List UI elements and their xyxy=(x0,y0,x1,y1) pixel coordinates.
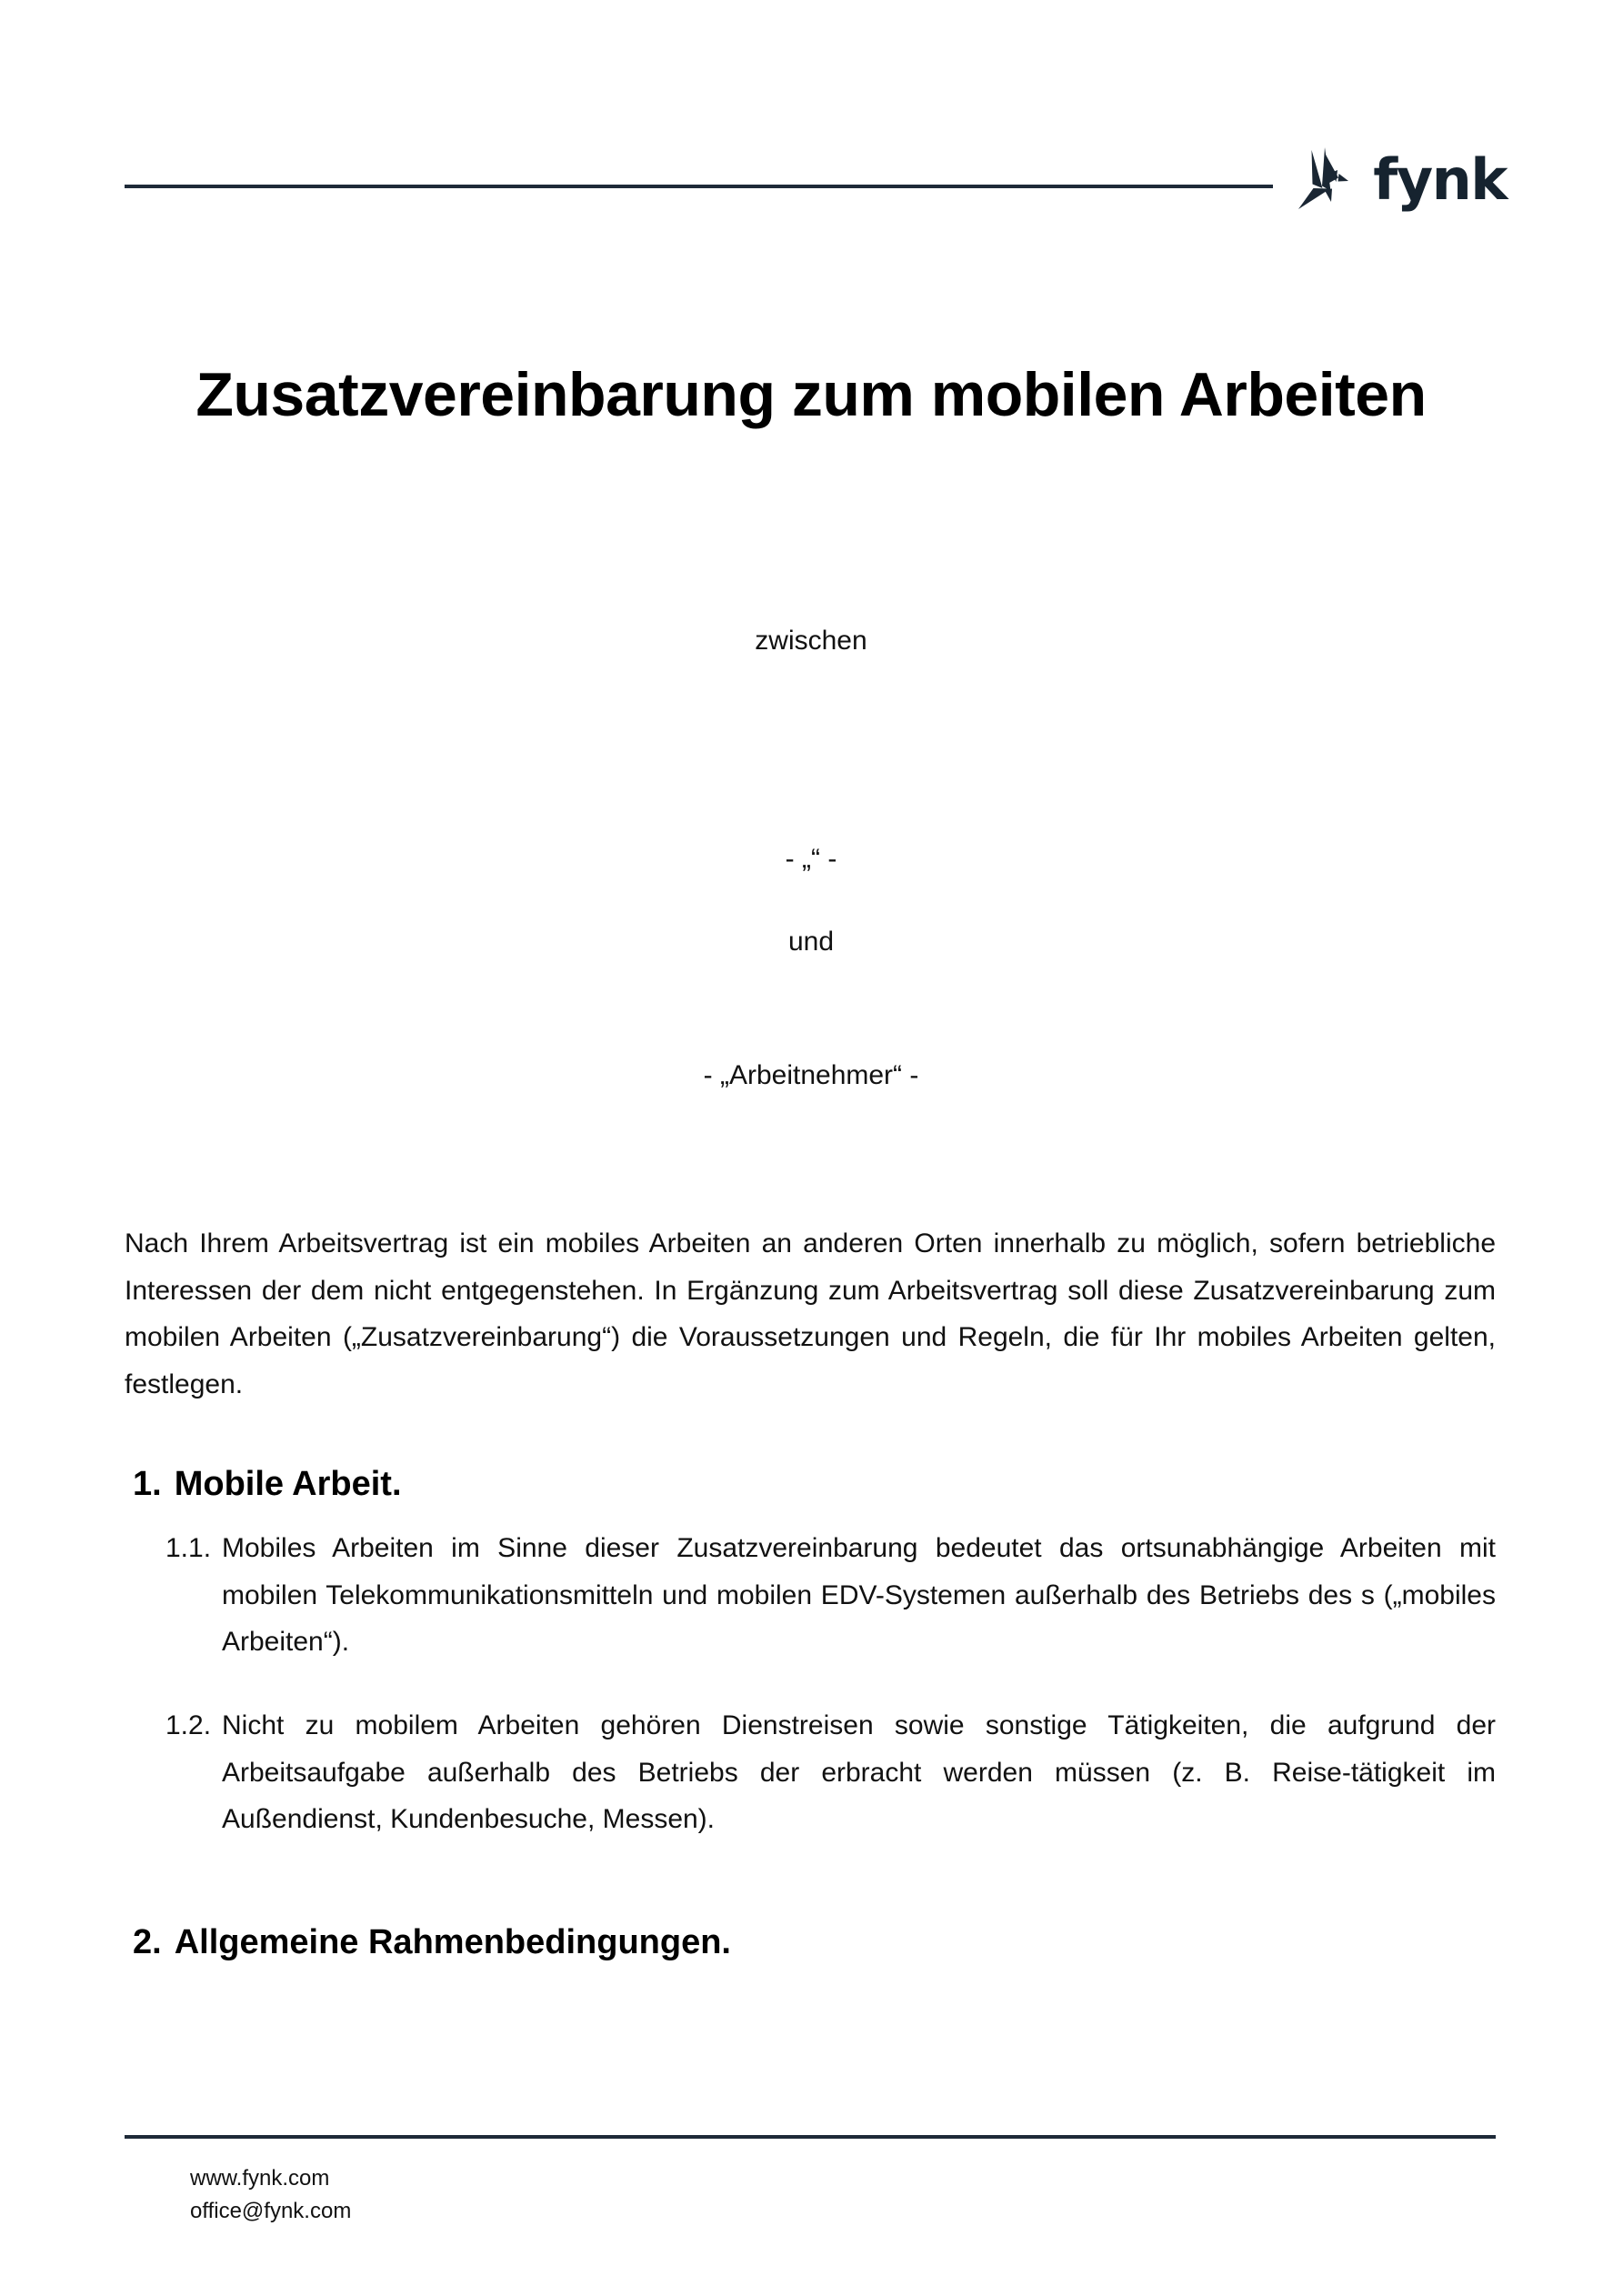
clause-1-2-text: Nicht zu mobilem Arbeiten gehören Dienstreisen sowie sonstige Tätigkeiten, die aufgrund der Arbeitsaufgabe außerhalb des Betriebs der erbracht werden müssen (z. B. Reise-tätigkeit im Außendienst, Kundenbesuche, Messen). xyxy=(222,1710,1496,1835)
clause-1-2-number: 1.2. xyxy=(165,1710,212,1740)
party-b-label: - „Arbeitnehmer“ - xyxy=(703,1060,919,1090)
footer-contact xyxy=(190,2162,351,2229)
between-label: zwischen xyxy=(755,626,867,656)
fynk-origami-bird-icon xyxy=(1295,145,1362,218)
section-2-heading xyxy=(133,1922,1497,1964)
section-1-heading xyxy=(133,1464,1497,1506)
clause-1-1-number: 1.1. xyxy=(165,1533,212,1563)
footer-website[interactable]: www.fynk.com xyxy=(190,2166,330,2191)
section-1-title: Mobile Arbeit. xyxy=(174,1464,402,1503)
clause-1-1-text: Mobiles Arbeiten im Sinne dieser Zusatzvereinbarung bedeutet das ortsunabhängige Arbeiten mit mobilen Telekommunikationsmitteln und mobilen EDV-Systemen außerhalb des Betriebs des s („mobiles Arbeiten“). xyxy=(222,1533,1496,1658)
footer-divider xyxy=(125,2135,1496,2139)
brand-wordmark: fynk xyxy=(1373,146,1507,213)
header-divider xyxy=(125,185,1273,188)
clause-1-2 xyxy=(165,1702,1496,1843)
section-2-number: 2. xyxy=(133,1922,162,1961)
party-a-placeholder: - „“ - xyxy=(785,844,837,874)
clause-1-1 xyxy=(165,1525,1496,1666)
and-label: und xyxy=(787,927,835,957)
brand-logo xyxy=(1295,145,1507,218)
document-title: Zusatzvereinbarung zum mobilen Arbeiten xyxy=(195,359,1427,429)
section-2-title: Allgemeine Rahmenbedingungen. xyxy=(174,1922,731,1961)
intro-paragraph: Nach Ihrem Arbeitsvertrag ist ein mobiles Arbeiten an anderen Orten innerhalb zu möglich, sofern betriebliche Interessen der dem nicht entgegenstehen. In Ergänzung zum Arbeitsvertrag soll diese Zusatzvereinbarung zum mobilen Arbeiten („Zusatzvereinbarung“) die Voraussetzungen und Regeln, die für Ihr mobiles Arbeiten gelten, festlegen. xyxy=(125,1228,1496,1399)
section-1-number: 1. xyxy=(133,1464,162,1503)
footer-email[interactable]: office@fynk.com xyxy=(190,2199,352,2224)
page-header xyxy=(0,0,1623,246)
